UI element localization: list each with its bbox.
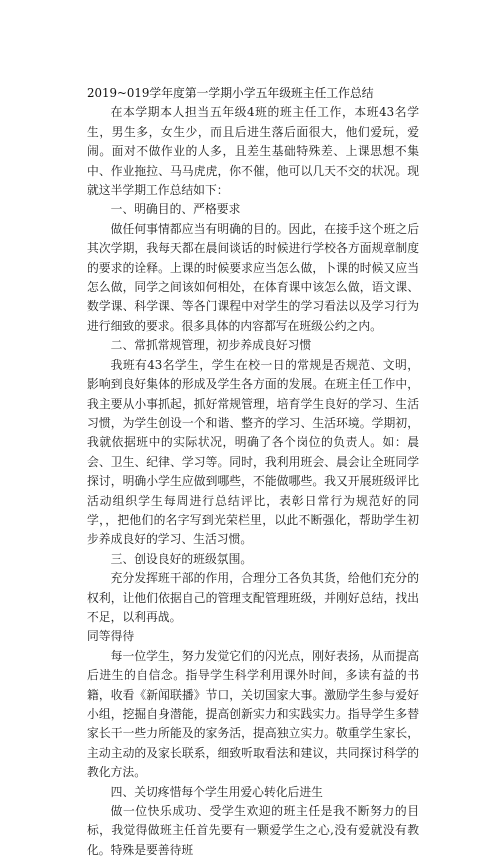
section-3-subline: 同等得待 <box>87 629 135 644</box>
intro-paragraph: 在本学期本人担当五年级4班的班主任工作，本班43名学生，男生多，女生少，而且后进生落后面很大，他们爱玩，爱闹。面对不做作业的人多，且差生基础特殊差、上课思想不集中、作业拖拉、马马虎虎，你不催，他可以几天不交的状况。现就这半学期工作总结如下： <box>87 105 419 198</box>
section-3-paragraph-2: 每一位学生，努力发觉它们的闪光点，刚好表扬，从而提高后进生的自信念。指导学生科学利用课外时间，多读有益的书籍，收看《新闻联播》节口，关切国家大事。激励学生参与爱好小组，挖掘自身潜能，提高创新实力和实践实力。指导学生多替家长干一些力所能及的家务活，提高独立实力。敬重学生家长，主动主动的及家长联系，细致听取看法和建议，共同探讨科学的教化方法。 <box>87 648 419 780</box>
document-body <box>87 84 419 860</box>
section-heading-1: 一、明确目的、严格要求 <box>110 202 241 217</box>
section-heading-3: 三、创设良好的班级氛围。 <box>110 551 253 566</box>
document-title: 2019~019学年度第一学期小学五年级班主任工作总结 <box>87 86 374 100</box>
section-2-paragraph: 我班有43名学生，学生在校一日的常规是否规范、文明，影响到良好集体的形成及学生各方面的发展。在班主任工作中，我主要从小事抓起，抓好常规管理，培育学生良好的学习、生活习惯，为学生创设一个和谐、整齐的学习、生活环境。学期初，我就依据班中的实际状况，明确了各个岗位的负责人。如：晨会、卫生、纪律、学习等。同时，我利用班会、晨会让全班同学探讨，明确小学生应做到哪些，不能做哪些。我又开展班级评比活动组织学生每周进行总结评比，表彰日常行为规范好的同学，，把他们的名字写到光荣栏里，以此不断强化，帮助学生初步养成良好的学习、生活习惯。 <box>87 357 419 547</box>
section-3-paragraph: 充分发挥班干部的作用，合理分工各负其货，给他们充分的权利，让他们依据自己的管理支配管理班级，并刚好总结，找出不足，以利再战。 <box>87 571 419 624</box>
section-heading-4: 四、关切疼惜每个学生用爱心转化后进生 <box>110 784 323 799</box>
section-1-paragraph: 做任何事情都应当有明确的目的。因此，在接手这个班之后其次学期，我每天都在晨间谈话的时候进行学校各方面规章制度的要求的诠释。上课的时候要求应当怎么做，卜课的时候又应当怎么做，同学之间该如何相处，在体育课中该怎么做，语文课、数学课、科学课、等各门课程中对学生的学习看法以及学习行为进行细致的要求。很多具体的内容都写在班级公约之内。 <box>87 221 419 333</box>
section-4-paragraph: 做一位快乐成功、受学生欢迎的班主任是我不断努力的目标，我觉得做班主任首先要有一颗爱学生之心,没有爱就没有教化。特殊是要善待班 <box>87 804 419 857</box>
section-heading-2: 二、常抓常规管理，初步养成良好习惯 <box>110 338 312 353</box>
